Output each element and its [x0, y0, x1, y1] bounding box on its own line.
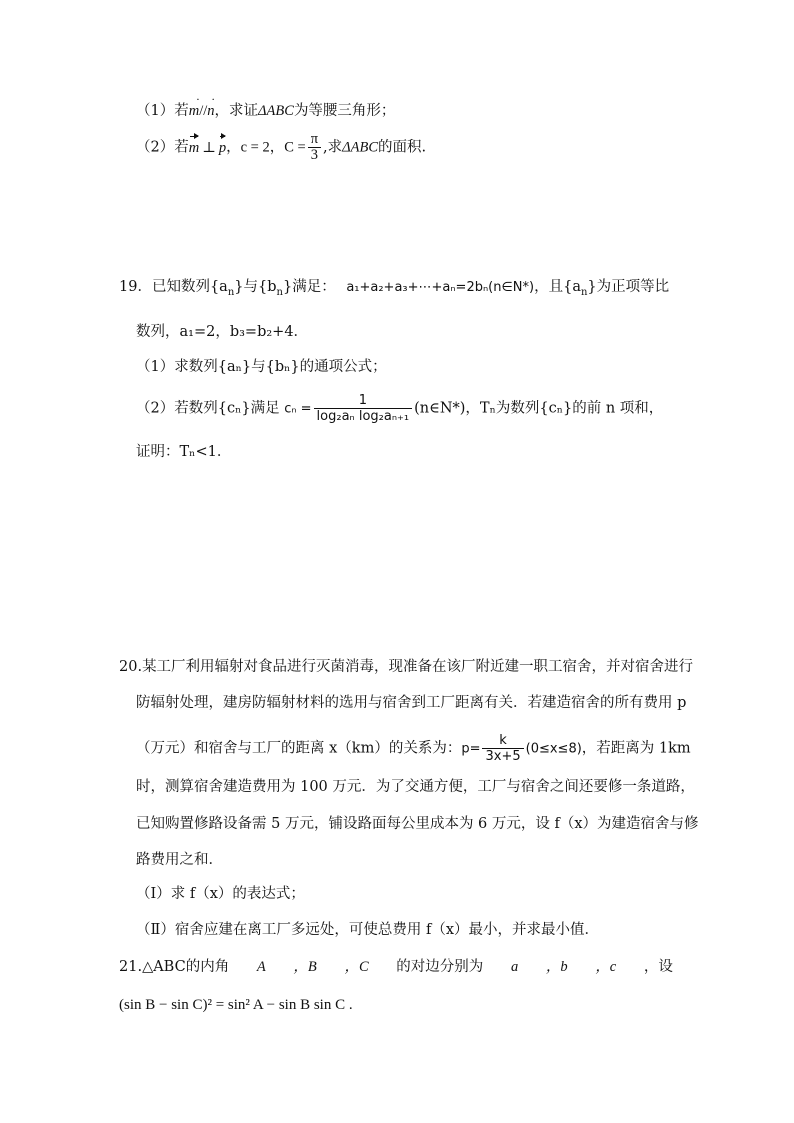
q21-w5: 的对边分别为 — [396, 959, 484, 975]
fraction-numerator: π — [310, 131, 319, 147]
q18-part1 — [136, 101, 395, 121]
q19-number: 19． — [119, 279, 152, 295]
q20-line1-text: 某工厂利用辐射对食品进行灭菌消毒，现准备在该厂附近建一职工宿舍，并对宿舍进行 — [142, 659, 694, 675]
q19-sum-expression: a₁+a₂+a₃+⋯+aₙ=2bₙ(n∈N*) — [346, 280, 535, 295]
q21-line1 — [119, 957, 673, 977]
q21-w7: ，b — [545, 959, 568, 975]
q21-number-intro — [119, 957, 229, 977]
q19-proof: 证明：Tₙ<1． — [136, 444, 232, 460]
q21-number: 21. — [119, 959, 143, 975]
fraction-denominator: log₂aₙ log₂aₙ₊₁ — [314, 408, 413, 424]
vector-p-arrow: p — [218, 139, 227, 156]
vector-n: n · — [207, 101, 214, 121]
q20-line2: 防辐射处理，建房防辐射材料的选用与宿舍到工厂距离有关．若建造宿舍的所有费用 p — [136, 695, 687, 711]
q19-intro4: ，且{a — [534, 279, 581, 295]
q19-intro5: }为正项等比 — [587, 279, 670, 295]
q18-part1-tail-b: 为等腰三角形； — [293, 103, 396, 119]
q20-line6: 路费用之和． — [136, 852, 223, 868]
q18-part1-tail-a: ，求证 — [214, 103, 259, 119]
q20-k-fraction — [482, 733, 523, 764]
q19-part1: （1）求数列{aₙ}与{bₙ}的通项公式； — [136, 359, 387, 375]
q19-intro: 已知数列{a — [151, 279, 228, 295]
q19-intro3: }满足： — [282, 279, 336, 295]
pi-over-3-fraction — [308, 132, 321, 163]
vector-m: m · — [189, 101, 199, 121]
q19-stem: 19．已知数列$\{a_n\}$与$\{b_n\}$满足： a₁+a₂+a₃+⋯+aₙ=2bₙ(n∈N*)，且$\{a_n\}$为正项等比 — [119, 279, 670, 298]
q21-w2: A — [256, 959, 266, 975]
parallel-symbol: // — [199, 103, 208, 119]
q21-w8: ，c — [595, 959, 617, 975]
q18-triangle: ΔABC — [258, 103, 294, 119]
q18-triangle-2: ΔABC — [342, 139, 379, 156]
fraction-numerator: 1 — [358, 393, 367, 408]
fraction-numerator: k — [499, 733, 507, 748]
q19-cn-lhs: cₙ = — [284, 401, 312, 417]
q20-p-lhs: p= — [461, 741, 481, 757]
q21-w9: ，设 — [643, 959, 673, 975]
q20-part1: （Ⅰ）求 f（x）的表达式； — [136, 886, 305, 902]
q20-line3 — [136, 733, 691, 764]
q18-part2-tail-a: ,求 — [323, 139, 343, 156]
q19-part2-tail: (n∈N*)，Tₙ为数列{cₙ}的前 n 项和， — [414, 400, 664, 417]
q18-part2-given: ，c = 2，C = — [226, 139, 306, 156]
q18-part1-label: （1）若 — [136, 103, 189, 119]
fraction-denominator: 3x+5 — [482, 748, 523, 764]
q21-w4: ，C — [344, 959, 369, 975]
q21-w3: ，B — [293, 959, 317, 975]
q18-part2-label: （2）若 — [136, 139, 189, 156]
vector-m-arrow: m — [188, 139, 200, 156]
q19-part2-label: （2）若数列{cₙ}满足 — [136, 400, 280, 417]
q20-part2: （Ⅱ）宿舍应建在离工厂多远处，可使总费用 f（x）最小，并求最小值． — [136, 922, 600, 938]
fraction-denominator: 3 — [308, 147, 321, 163]
q20-domain: (0≤x≤8) — [525, 741, 582, 757]
q19-line2: 数列，a₁=2，b₃=b₂+4． — [136, 324, 309, 340]
q21-w6: a — [510, 959, 519, 975]
q21-equation: (sin B − sin C)² = sin² A − sin B sin C . — [119, 997, 353, 1013]
q21-w1: △ABC的内角 — [142, 959, 230, 975]
q20-line3b: ，若距离为 1km — [581, 740, 691, 757]
q20-number: 20. — [119, 659, 143, 675]
q20-line1 — [119, 657, 693, 677]
q18-part2-tail-b: 的面积. — [378, 139, 427, 156]
q20-line3a: （万元）和宿舍与工厂的距离 x（km）的关系为： — [136, 740, 462, 757]
q18-part2 — [136, 132, 426, 163]
perp-symbol: ⊥ — [202, 139, 216, 156]
q19-cn-fraction — [314, 393, 413, 424]
q19-intro2: }与{b — [234, 279, 277, 295]
q20-line4: 时，测算宿舍建造费用为 100 万元．为了交通方便，工厂与宿舍之间还要修一条道路， — [136, 779, 695, 795]
q19-part2 — [136, 393, 663, 424]
q20-line5: 已知购置修路设备需 5 万元，铺设路面每公里成本为 6 万元，设 f（x）为建造宿舍与修 — [136, 816, 699, 832]
